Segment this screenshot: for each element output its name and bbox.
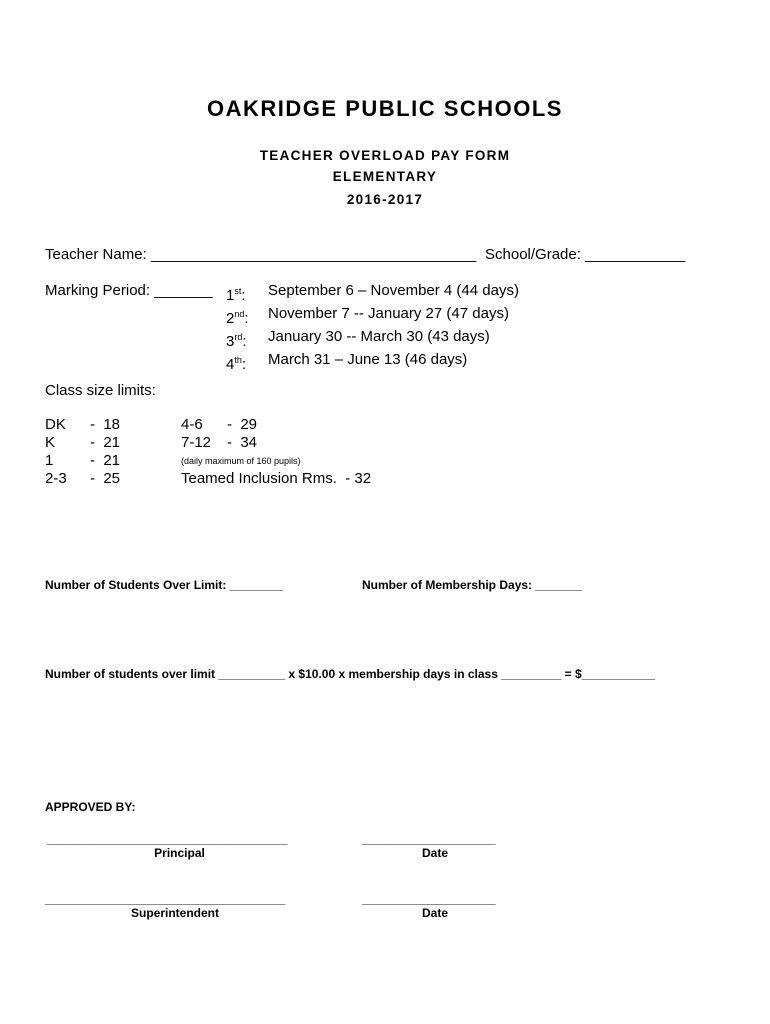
marking-period-list xyxy=(226,282,519,374)
form-level: ELEMENTARY xyxy=(332,169,438,184)
period-row-1 xyxy=(226,282,519,305)
grade-label: 4-6 xyxy=(181,416,203,433)
period-row-4 xyxy=(226,351,519,374)
grade-label: DK xyxy=(45,416,66,433)
principal-date-label: Date xyxy=(421,846,448,860)
school-grade-row xyxy=(485,246,685,263)
grade-limit: - 34 xyxy=(227,434,258,451)
grade-limit: - 21 xyxy=(90,434,121,451)
school-title: OAKRIDGE PUBLIC SCHOOLS xyxy=(207,96,563,121)
period-dates: January 30 -- March 30 (43 days) xyxy=(268,328,490,345)
superintendent-date-line[interactable]: ____________________ xyxy=(362,892,496,906)
period-ordinal: 3rd: xyxy=(226,332,247,350)
grade-label: 7-12 xyxy=(181,434,212,451)
class-size-row xyxy=(45,434,120,452)
marking-period-row xyxy=(45,282,213,299)
grade-label: 1 xyxy=(45,452,54,469)
principal-signature-line[interactable]: ____________________________________ xyxy=(47,832,288,846)
approved-by-heading: APPROVED BY: xyxy=(45,800,136,814)
period-row-3 xyxy=(226,328,519,351)
period-dates: November 7 -- January 27 (47 days) xyxy=(268,305,509,322)
class-size-row xyxy=(45,470,120,488)
class-size-heading: Class size limits: xyxy=(45,382,156,399)
principal-date-line[interactable]: ____________________ xyxy=(362,832,496,846)
superintendent-date-label: Date xyxy=(421,906,448,920)
principal-label: Principal xyxy=(154,846,205,860)
daily-maximum-note: (daily maximum of 160 pupils) xyxy=(181,456,301,466)
period-row-2 xyxy=(226,305,519,328)
period-ordinal: 2nd: xyxy=(226,309,249,327)
teacher-name-field[interactable]: _______________________________________ xyxy=(150,246,477,263)
school-year: 2016-2017 xyxy=(346,192,424,207)
class-size-row xyxy=(45,452,120,470)
marking-period-field[interactable]: _______ xyxy=(154,282,213,299)
grade-label: 2-3 xyxy=(45,470,67,487)
grade-limit: - 29 xyxy=(227,416,258,433)
class-size-row xyxy=(181,434,371,452)
students-over-limit-field[interactable]: Number of Students Over Limit: ________ xyxy=(45,578,284,592)
grade-label: K xyxy=(45,434,56,451)
membership-days-field[interactable]: Number of Membership Days: _______ xyxy=(362,578,583,592)
class-size-row xyxy=(45,416,120,434)
period-ordinal: 1st: xyxy=(226,286,246,304)
teamed-inclusion-limit: Teamed Inclusion Rms. - 32 xyxy=(181,470,372,487)
form-title: TEACHER OVERLOAD PAY FORM xyxy=(259,148,511,163)
period-dates: March 31 – June 13 (46 days) xyxy=(268,351,468,368)
period-ordinal: 4th: xyxy=(226,355,247,373)
period-dates: September 6 – November 4 (44 days) xyxy=(268,282,519,299)
teacher-name-row xyxy=(45,246,476,263)
class-size-row xyxy=(181,416,371,434)
grade-limit: - 21 xyxy=(90,452,121,469)
pay-formula-line[interactable]: Number of students over limit __________ x $10.00 x membership days in class _________ = $___________ xyxy=(45,667,656,681)
grade-limit: - 25 xyxy=(90,470,121,487)
school-grade-field[interactable]: ____________ xyxy=(585,246,686,263)
marking-period-label: Marking Period: xyxy=(45,282,151,299)
superintendent-label: Superintendent xyxy=(130,906,219,920)
class-size-right-table xyxy=(181,416,371,488)
superintendent-signature-line[interactable]: ____________________________________ xyxy=(45,892,286,906)
grade-limit: - 18 xyxy=(90,416,121,433)
class-size-left-table xyxy=(45,416,120,488)
school-grade-label: School/Grade: xyxy=(485,246,581,263)
teacher-name-label: Teacher Name: xyxy=(45,246,147,263)
